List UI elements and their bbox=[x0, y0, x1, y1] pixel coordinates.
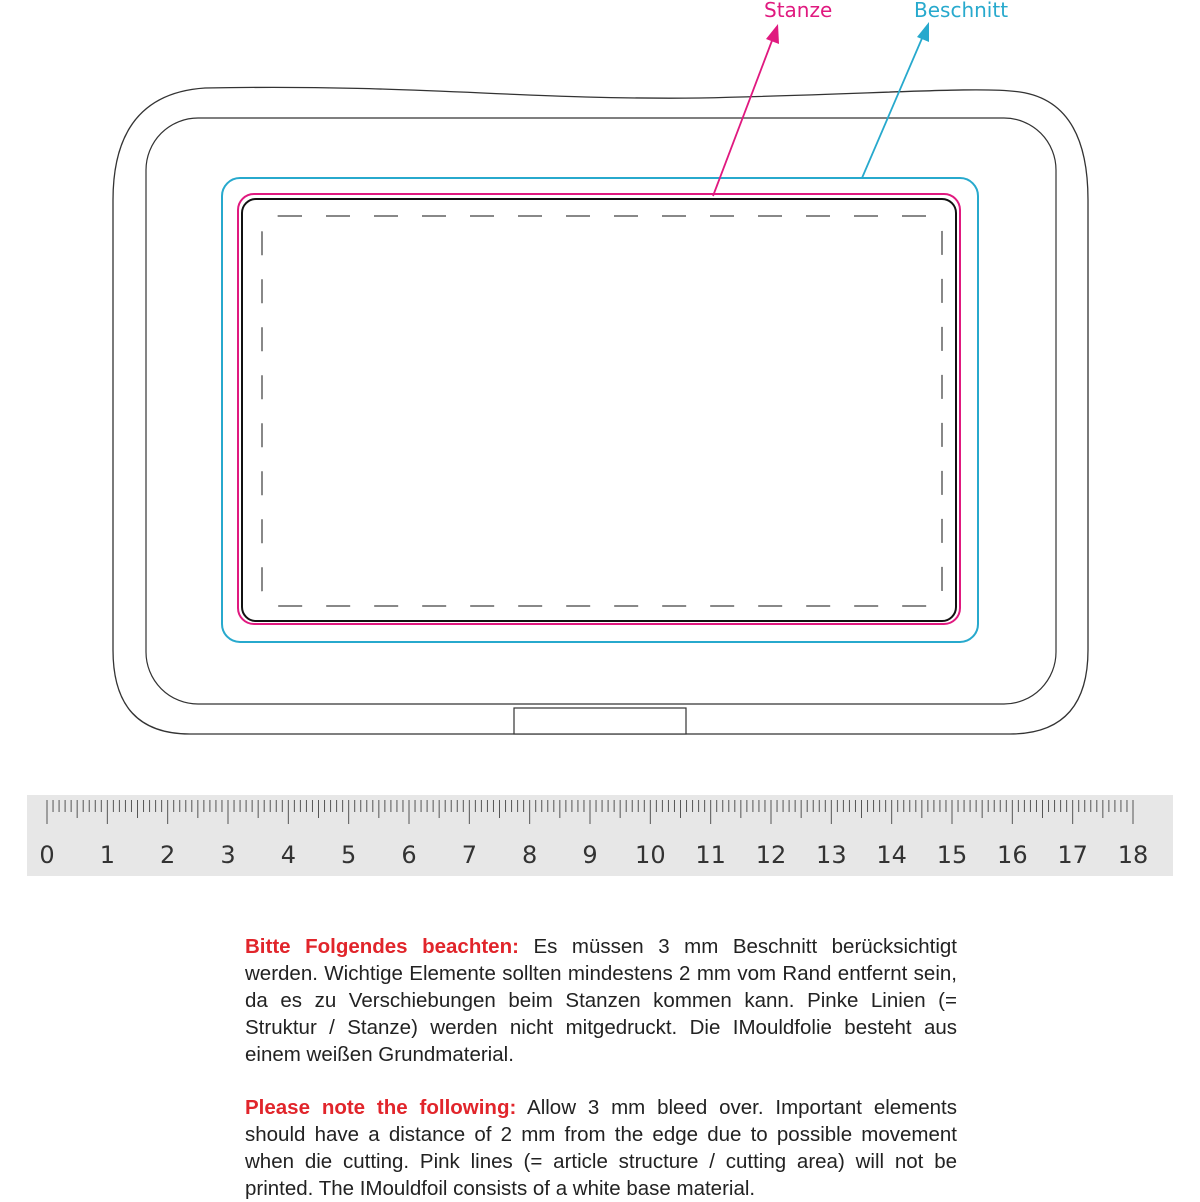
note-german-heading: Bitte Folgendes beachten: bbox=[245, 935, 519, 958]
stanze-label: Stanze bbox=[764, 0, 833, 22]
ruler-number: 0 bbox=[39, 841, 55, 869]
ruler-number: 15 bbox=[936, 841, 968, 869]
beschnitt-label: Beschnitt bbox=[914, 0, 1009, 22]
note-german-body: Es müssen 3 mm Beschnitt berücksichtigt werden. Wichtige Elemente sollten mindestens 2 mm vom Rand entfernt sein, da es zu Verschiebungen beim Stanzen kommen kann. Pinke Linien (= Struktur / Stanze) werden nicht mitgedruckt. Die IMouldfolie besteht aus einem weißen Grundmaterial. bbox=[245, 935, 957, 1066]
ruler-number: 1 bbox=[99, 841, 115, 869]
stanze-arrow-head bbox=[766, 24, 779, 44]
stanze-arrow-line bbox=[713, 38, 773, 196]
product-outer-outline bbox=[113, 87, 1088, 734]
die-cut-outline bbox=[238, 194, 960, 624]
ruler-number: 17 bbox=[1057, 841, 1088, 869]
note-english bbox=[245, 1094, 957, 1202]
ruler-number: 4 bbox=[280, 841, 296, 869]
note-german bbox=[245, 933, 957, 1068]
note-english-body: Allow 3 mm bleed over. Important elements should have a distance of 2 mm from the edge due to possible movement when die cutting. Pink lines (= article structure / cutting area) will not be printed. The IMouldfoil consists of a white base material. bbox=[245, 1096, 957, 1200]
ruler-number: 10 bbox=[635, 841, 666, 869]
ruler bbox=[27, 795, 1173, 876]
ruler-number: 13 bbox=[816, 841, 847, 869]
product-inner-outline bbox=[146, 118, 1056, 704]
ruler-number: 12 bbox=[755, 841, 787, 869]
trim-outline bbox=[242, 199, 956, 621]
safe-area-outline bbox=[262, 216, 942, 606]
ruler-number: 11 bbox=[695, 841, 726, 869]
ruler-number: 6 bbox=[401, 841, 417, 869]
bottom-tab bbox=[514, 708, 686, 734]
ruler-number: 18 bbox=[1117, 841, 1149, 869]
ruler-number: 8 bbox=[522, 841, 538, 869]
ruler-number: 7 bbox=[461, 841, 477, 869]
beschnitt-arrow-line bbox=[862, 36, 923, 178]
ruler-number: 9 bbox=[582, 841, 598, 869]
bleed-outline bbox=[222, 178, 978, 642]
ruler-number: 16 bbox=[997, 841, 1028, 869]
ruler-number: 14 bbox=[876, 841, 907, 869]
beschnitt-arrow-head bbox=[917, 22, 929, 42]
ruler-number: 2 bbox=[160, 841, 176, 869]
note-english-heading: Please note the following: bbox=[245, 1096, 517, 1119]
ruler-number: 3 bbox=[220, 841, 236, 869]
ruler-number: 5 bbox=[341, 841, 357, 869]
